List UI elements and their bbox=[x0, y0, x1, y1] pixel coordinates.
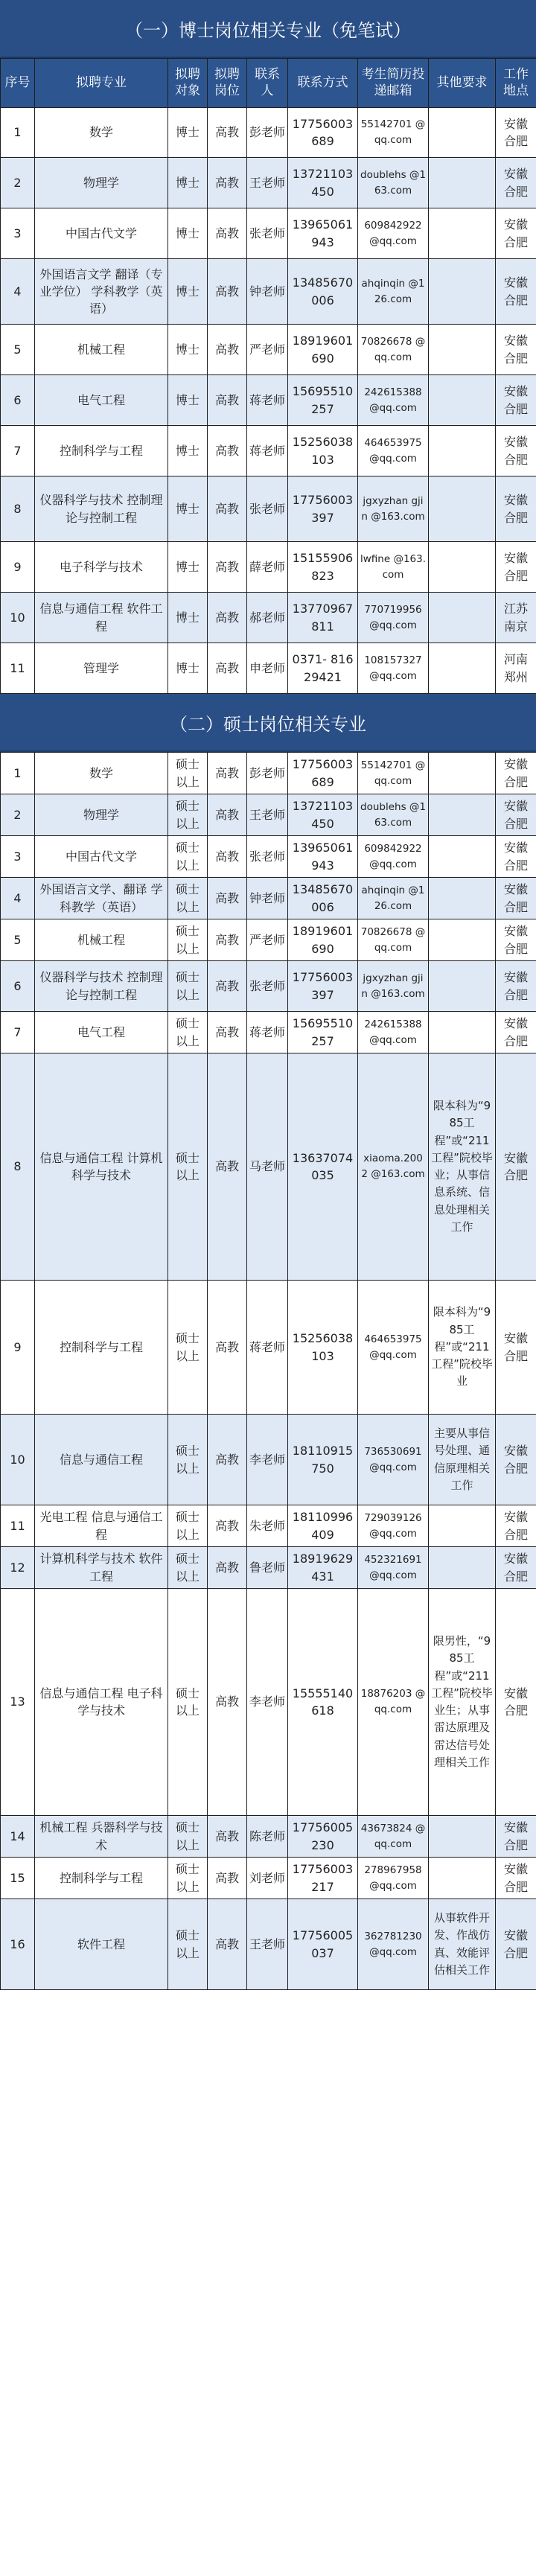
target-cell: 博士 bbox=[168, 208, 208, 259]
seq-cell: 11 bbox=[1, 643, 35, 694]
major-cell: 机械工程 兵器科学与技术 bbox=[35, 1816, 168, 1858]
post-cell: 高教 bbox=[208, 919, 247, 961]
phone-cell: 18919601 690 bbox=[288, 325, 358, 375]
table-row bbox=[1, 208, 536, 259]
location-cell: 安徽 合肥 bbox=[496, 753, 536, 794]
email-cell: 108157327 @qq.com bbox=[358, 643, 429, 694]
seq-cell: 11 bbox=[1, 1505, 35, 1547]
target-cell: 博士 bbox=[168, 158, 208, 208]
post-cell: 高教 bbox=[208, 1547, 247, 1589]
seq-cell: 3 bbox=[1, 836, 35, 878]
header-target: 拟聘对象 bbox=[168, 59, 208, 108]
requirements-cell bbox=[429, 1012, 496, 1053]
target-cell: 博士 bbox=[168, 542, 208, 593]
target-cell: 博士 bbox=[168, 108, 208, 158]
location-cell: 安徽 合肥 bbox=[496, 1505, 536, 1547]
target-cell: 硕士 以上 bbox=[168, 753, 208, 794]
major-cell: 机械工程 bbox=[35, 325, 168, 375]
phone-cell: 13637074 035 bbox=[288, 1053, 358, 1281]
contact-cell: 严老师 bbox=[247, 325, 288, 375]
email-cell: jgxyzhan gjin @163.com bbox=[358, 961, 429, 1012]
major-cell: 光电工程 信息与通信工程 bbox=[35, 1505, 168, 1547]
post-cell: 高教 bbox=[208, 1281, 247, 1415]
post-cell: 高教 bbox=[208, 426, 247, 476]
seq-cell: 2 bbox=[1, 794, 35, 836]
major-cell: 信息与通信工程 软件工程 bbox=[35, 593, 168, 643]
major-cell: 中国古代文学 bbox=[35, 836, 168, 878]
requirements-cell: 主要从事信号处理、通信原理相关工作 bbox=[429, 1415, 496, 1505]
table-row bbox=[1, 325, 536, 375]
header-requirements: 其他要求 bbox=[429, 59, 496, 108]
requirements-cell: 限本科为“985工程”或“211工程”院校毕业；从事信息系统、信息处理相关工作 bbox=[429, 1053, 496, 1281]
email-cell: lwfine @163.com bbox=[358, 542, 429, 593]
requirements-cell bbox=[429, 375, 496, 426]
target-cell: 硕士 以上 bbox=[168, 794, 208, 836]
seq-cell: 8 bbox=[1, 1053, 35, 1281]
location-cell: 安徽 合肥 bbox=[496, 426, 536, 476]
phone-cell: 13721103 450 bbox=[288, 158, 358, 208]
email-cell: 452321691 @qq.com bbox=[358, 1547, 429, 1589]
post-cell: 高教 bbox=[208, 1012, 247, 1053]
post-cell: 高教 bbox=[208, 259, 247, 325]
phone-cell: 18919601 690 bbox=[288, 919, 358, 961]
target-cell: 博士 bbox=[168, 259, 208, 325]
location-cell: 安徽 合肥 bbox=[496, 476, 536, 542]
contact-cell: 张老师 bbox=[247, 208, 288, 259]
email-cell: 70826678 @qq.com bbox=[358, 919, 429, 961]
seq-cell: 9 bbox=[1, 542, 35, 593]
seq-cell: 6 bbox=[1, 961, 35, 1012]
contact-cell: 王老师 bbox=[247, 794, 288, 836]
seq-cell: 7 bbox=[1, 1012, 35, 1053]
major-cell: 仪器科学与技术 控制理论与控制工程 bbox=[35, 961, 168, 1012]
table-row bbox=[1, 426, 536, 476]
seq-cell: 2 bbox=[1, 158, 35, 208]
phone-cell: 13485670 006 bbox=[288, 259, 358, 325]
seq-cell: 1 bbox=[1, 753, 35, 794]
table-row bbox=[1, 1505, 536, 1547]
phone-cell: 13485670 006 bbox=[288, 878, 358, 919]
contact-cell: 张老师 bbox=[247, 476, 288, 542]
table-row bbox=[1, 476, 536, 542]
email-cell: 278967958 @qq.com bbox=[358, 1858, 429, 1899]
seq-cell: 3 bbox=[1, 208, 35, 259]
phone-cell: 18110915 750 bbox=[288, 1415, 358, 1505]
location-cell: 安徽 合肥 bbox=[496, 158, 536, 208]
phone-cell: 15695510 257 bbox=[288, 375, 358, 426]
location-cell: 安徽 合肥 bbox=[496, 108, 536, 158]
post-cell: 高教 bbox=[208, 158, 247, 208]
contact-cell: 王老师 bbox=[247, 1899, 288, 1990]
email-cell: 464653975 @qq.com bbox=[358, 426, 429, 476]
table-row bbox=[1, 1816, 536, 1858]
contact-cell: 蒋老师 bbox=[247, 1012, 288, 1053]
location-cell: 安徽 合肥 bbox=[496, 919, 536, 961]
seq-cell: 7 bbox=[1, 426, 35, 476]
post-cell: 高教 bbox=[208, 961, 247, 1012]
contact-cell: 陈老师 bbox=[247, 1816, 288, 1858]
phone-cell: 17756003 217 bbox=[288, 1858, 358, 1899]
email-cell: jgxyzhan gjin @163.com bbox=[358, 476, 429, 542]
email-cell: 362781230 @qq.com bbox=[358, 1899, 429, 1990]
master-table-body bbox=[1, 753, 536, 1990]
email-cell: 609842922 @qq.com bbox=[358, 208, 429, 259]
contact-cell: 钟老师 bbox=[247, 878, 288, 919]
header-email: 考生简历投递邮箱 bbox=[358, 59, 429, 108]
location-cell: 安徽 合肥 bbox=[496, 794, 536, 836]
table-row bbox=[1, 542, 536, 593]
contact-cell: 蒋老师 bbox=[247, 426, 288, 476]
major-cell: 控制科学与工程 bbox=[35, 426, 168, 476]
email-cell: 736530691 @qq.com bbox=[358, 1415, 429, 1505]
requirements-cell bbox=[429, 158, 496, 208]
location-cell: 安徽 合肥 bbox=[496, 1053, 536, 1281]
section1-title: （一）博士岗位相关专业（免笔试） bbox=[0, 0, 536, 58]
requirements-cell bbox=[429, 208, 496, 259]
requirements-cell bbox=[429, 919, 496, 961]
table-row bbox=[1, 1899, 536, 1990]
location-cell: 安徽 合肥 bbox=[496, 878, 536, 919]
phone-cell: 17756005 230 bbox=[288, 1816, 358, 1858]
email-cell: ahqinqin @126.com bbox=[358, 259, 429, 325]
header-major: 拟聘专业 bbox=[35, 59, 168, 108]
email-cell: 770719956 @qq.com bbox=[358, 593, 429, 643]
requirements-cell bbox=[429, 643, 496, 694]
phone-cell: 17756003 397 bbox=[288, 476, 358, 542]
seq-cell: 15 bbox=[1, 1858, 35, 1899]
seq-cell: 5 bbox=[1, 325, 35, 375]
post-cell: 高教 bbox=[208, 1053, 247, 1281]
header-post: 拟聘岗位 bbox=[208, 59, 247, 108]
post-cell: 高教 bbox=[208, 1589, 247, 1816]
requirements-cell bbox=[429, 476, 496, 542]
phone-cell: 15695510 257 bbox=[288, 1012, 358, 1053]
post-cell: 高教 bbox=[208, 108, 247, 158]
email-cell: doublehs @163.com bbox=[358, 794, 429, 836]
table-row bbox=[1, 753, 536, 794]
phone-cell: 17756003 689 bbox=[288, 753, 358, 794]
major-cell: 机械工程 bbox=[35, 919, 168, 961]
contact-cell: 张老师 bbox=[247, 836, 288, 878]
seq-cell: 4 bbox=[1, 259, 35, 325]
post-cell: 高教 bbox=[208, 1816, 247, 1858]
header-phone: 联系方式 bbox=[288, 59, 358, 108]
post-cell: 高教 bbox=[208, 878, 247, 919]
email-cell: 242615388 @qq.com bbox=[358, 1012, 429, 1053]
requirements-cell bbox=[429, 753, 496, 794]
post-cell: 高教 bbox=[208, 1415, 247, 1505]
email-cell: 609842922 @qq.com bbox=[358, 836, 429, 878]
phone-cell: 18919629 431 bbox=[288, 1547, 358, 1589]
table-row bbox=[1, 593, 536, 643]
contact-cell: 严老师 bbox=[247, 919, 288, 961]
email-cell: 70826678 @qq.com bbox=[358, 325, 429, 375]
target-cell: 博士 bbox=[168, 476, 208, 542]
contact-cell: 朱老师 bbox=[247, 1505, 288, 1547]
email-cell: ahqinqin @126.com bbox=[358, 878, 429, 919]
table-row bbox=[1, 259, 536, 325]
section2-title: （二）硕士岗位相关专业 bbox=[0, 694, 536, 752]
post-cell: 高教 bbox=[208, 325, 247, 375]
email-cell: xiaoma.2002 @163.com bbox=[358, 1053, 429, 1281]
seq-cell: 1 bbox=[1, 108, 35, 158]
post-cell: 高教 bbox=[208, 1858, 247, 1899]
location-cell: 安徽 合肥 bbox=[496, 1012, 536, 1053]
table-row bbox=[1, 108, 536, 158]
post-cell: 高教 bbox=[208, 753, 247, 794]
email-cell: 242615388 @qq.com bbox=[358, 375, 429, 426]
major-cell: 数学 bbox=[35, 108, 168, 158]
table-header-row bbox=[1, 59, 536, 108]
requirements-cell bbox=[429, 836, 496, 878]
email-cell: 55142701 @qq.com bbox=[358, 108, 429, 158]
location-cell: 安徽 合肥 bbox=[496, 961, 536, 1012]
requirements-cell bbox=[429, 794, 496, 836]
requirements-cell bbox=[429, 1816, 496, 1858]
target-cell: 硕士 以上 bbox=[168, 878, 208, 919]
post-cell: 高教 bbox=[208, 1899, 247, 1990]
phone-cell: 15256038 103 bbox=[288, 426, 358, 476]
major-cell: 计算机科学与技术 软件工程 bbox=[35, 1547, 168, 1589]
location-cell: 安徽 合肥 bbox=[496, 1589, 536, 1816]
post-cell: 高教 bbox=[208, 643, 247, 694]
phone-cell: 15155906 823 bbox=[288, 542, 358, 593]
requirements-cell bbox=[429, 961, 496, 1012]
major-cell: 软件工程 bbox=[35, 1899, 168, 1990]
table-row bbox=[1, 1858, 536, 1899]
phone-cell: 15256038 103 bbox=[288, 1281, 358, 1415]
post-cell: 高教 bbox=[208, 375, 247, 426]
major-cell: 数学 bbox=[35, 753, 168, 794]
phd-table-body bbox=[1, 108, 536, 694]
requirements-cell: 限本科为“985工程”或“211工程”院校毕业 bbox=[429, 1281, 496, 1415]
email-cell: doublehs @163.com bbox=[358, 158, 429, 208]
contact-cell: 刘老师 bbox=[247, 1858, 288, 1899]
target-cell: 硕士 以上 bbox=[168, 1053, 208, 1281]
requirements-cell bbox=[429, 593, 496, 643]
post-cell: 高教 bbox=[208, 836, 247, 878]
phone-cell: 17756005 037 bbox=[288, 1899, 358, 1990]
phone-cell: 17756003 397 bbox=[288, 961, 358, 1012]
contact-cell: 蒋老师 bbox=[247, 375, 288, 426]
seq-cell: 10 bbox=[1, 1415, 35, 1505]
requirements-cell bbox=[429, 542, 496, 593]
contact-cell: 钟老师 bbox=[247, 259, 288, 325]
location-cell: 安徽 合肥 bbox=[496, 1858, 536, 1899]
phone-cell: 13965061 943 bbox=[288, 836, 358, 878]
phone-cell: 17756003 689 bbox=[288, 108, 358, 158]
table-row bbox=[1, 158, 536, 208]
target-cell: 硕士 以上 bbox=[168, 1415, 208, 1505]
email-cell: 18876203 @qq.com bbox=[358, 1589, 429, 1816]
table-row bbox=[1, 375, 536, 426]
major-cell: 信息与通信工程 bbox=[35, 1415, 168, 1505]
location-cell: 江苏 南京 bbox=[496, 593, 536, 643]
major-cell: 电气工程 bbox=[35, 1012, 168, 1053]
target-cell: 硕士 以上 bbox=[168, 1281, 208, 1415]
table-row bbox=[1, 836, 536, 878]
target-cell: 博士 bbox=[168, 325, 208, 375]
requirements-cell bbox=[429, 426, 496, 476]
requirements-cell bbox=[429, 1858, 496, 1899]
requirements-cell bbox=[429, 1505, 496, 1547]
seq-cell: 5 bbox=[1, 919, 35, 961]
contact-cell: 彭老师 bbox=[247, 108, 288, 158]
header-contact: 联系人 bbox=[247, 59, 288, 108]
target-cell: 硕士 以上 bbox=[168, 1589, 208, 1816]
phone-cell: 13965061 943 bbox=[288, 208, 358, 259]
contact-cell: 李老师 bbox=[247, 1589, 288, 1816]
requirements-cell bbox=[429, 1547, 496, 1589]
phone-cell: 18110996 409 bbox=[288, 1505, 358, 1547]
target-cell: 博士 bbox=[168, 643, 208, 694]
location-cell: 安徽 合肥 bbox=[496, 1281, 536, 1415]
target-cell: 硕士 以上 bbox=[168, 1012, 208, 1053]
requirements-cell: 限男性，“985工程”或“211工程”院校毕业生；从事雷达原理及雷达信号处理相关工作 bbox=[429, 1589, 496, 1816]
requirements-cell bbox=[429, 259, 496, 325]
target-cell: 博士 bbox=[168, 426, 208, 476]
major-cell: 仪器科学与技术 控制理论与控制工程 bbox=[35, 476, 168, 542]
location-cell: 安徽 合肥 bbox=[496, 208, 536, 259]
post-cell: 高教 bbox=[208, 208, 247, 259]
seq-cell: 4 bbox=[1, 878, 35, 919]
post-cell: 高教 bbox=[208, 542, 247, 593]
table-row bbox=[1, 794, 536, 836]
contact-cell: 马老师 bbox=[247, 1053, 288, 1281]
location-cell: 安徽 合肥 bbox=[496, 836, 536, 878]
table-row bbox=[1, 1012, 536, 1053]
major-cell: 管理学 bbox=[35, 643, 168, 694]
major-cell: 电气工程 bbox=[35, 375, 168, 426]
contact-cell: 薛老师 bbox=[247, 542, 288, 593]
contact-cell: 王老师 bbox=[247, 158, 288, 208]
major-cell: 信息与通信工程 计算机科学与技术 bbox=[35, 1053, 168, 1281]
seq-cell: 14 bbox=[1, 1816, 35, 1858]
header-location: 工作地点 bbox=[496, 59, 536, 108]
post-cell: 高教 bbox=[208, 794, 247, 836]
seq-cell: 6 bbox=[1, 375, 35, 426]
table-row bbox=[1, 1547, 536, 1589]
seq-cell: 12 bbox=[1, 1547, 35, 1589]
requirements-cell bbox=[429, 878, 496, 919]
target-cell: 硕士 以上 bbox=[168, 1899, 208, 1990]
major-cell: 中国古代文学 bbox=[35, 208, 168, 259]
requirements-cell bbox=[429, 325, 496, 375]
post-cell: 高教 bbox=[208, 476, 247, 542]
table-row bbox=[1, 1053, 536, 1281]
major-cell: 外国语言文学 翻译（专业学位） 学科教学（英语） bbox=[35, 259, 168, 325]
email-cell: 43673824 @qq.com bbox=[358, 1816, 429, 1858]
phone-cell: 15555140 618 bbox=[288, 1589, 358, 1816]
major-cell: 控制科学与工程 bbox=[35, 1281, 168, 1415]
target-cell: 博士 bbox=[168, 593, 208, 643]
email-cell: 464653975 @qq.com bbox=[358, 1281, 429, 1415]
requirements-cell: 从事软件开发、作战仿真、效能评估相关工作 bbox=[429, 1899, 496, 1990]
email-cell: 55142701 @qq.com bbox=[358, 753, 429, 794]
location-cell: 安徽 合肥 bbox=[496, 1415, 536, 1505]
target-cell: 硕士 以上 bbox=[168, 1505, 208, 1547]
major-cell: 物理学 bbox=[35, 158, 168, 208]
location-cell: 安徽 合肥 bbox=[496, 1816, 536, 1858]
table-row bbox=[1, 919, 536, 961]
requirements-cell bbox=[429, 108, 496, 158]
contact-cell: 郝老师 bbox=[247, 593, 288, 643]
location-cell: 安徽 合肥 bbox=[496, 375, 536, 426]
header-no: 序号 bbox=[1, 59, 35, 108]
table-row bbox=[1, 643, 536, 694]
target-cell: 硕士 以上 bbox=[168, 1547, 208, 1589]
table-row bbox=[1, 1589, 536, 1816]
phone-cell: 13721103 450 bbox=[288, 794, 358, 836]
location-cell: 河南 郑州 bbox=[496, 643, 536, 694]
target-cell: 硕士 以上 bbox=[168, 1858, 208, 1899]
post-cell: 高教 bbox=[208, 593, 247, 643]
major-cell: 物理学 bbox=[35, 794, 168, 836]
table-row bbox=[1, 1281, 536, 1415]
major-cell: 外国语言文学、翻译 学科教学（英语） bbox=[35, 878, 168, 919]
table-row bbox=[1, 1415, 536, 1505]
table-row bbox=[1, 878, 536, 919]
major-cell: 信息与通信工程 电子科学与技术 bbox=[35, 1589, 168, 1816]
target-cell: 硕士 以上 bbox=[168, 836, 208, 878]
seq-cell: 8 bbox=[1, 476, 35, 542]
location-cell: 安徽 合肥 bbox=[496, 1899, 536, 1990]
phone-cell: 0371- 81629421 bbox=[288, 643, 358, 694]
major-cell: 电子科学与技术 bbox=[35, 542, 168, 593]
email-cell: 729039126 @qq.com bbox=[358, 1505, 429, 1547]
seq-cell: 10 bbox=[1, 593, 35, 643]
contact-cell: 鲁老师 bbox=[247, 1547, 288, 1589]
target-cell: 硕士 以上 bbox=[168, 961, 208, 1012]
location-cell: 安徽 合肥 bbox=[496, 259, 536, 325]
seq-cell: 9 bbox=[1, 1281, 35, 1415]
location-cell: 安徽 合肥 bbox=[496, 1547, 536, 1589]
table-row bbox=[1, 961, 536, 1012]
location-cell: 安徽 合肥 bbox=[496, 325, 536, 375]
contact-cell: 李老师 bbox=[247, 1415, 288, 1505]
phd-table bbox=[0, 58, 536, 694]
location-cell: 安徽 合肥 bbox=[496, 542, 536, 593]
major-cell: 控制科学与工程 bbox=[35, 1858, 168, 1899]
master-table bbox=[0, 752, 536, 1990]
target-cell: 硕士 以上 bbox=[168, 919, 208, 961]
target-cell: 硕士 以上 bbox=[168, 1816, 208, 1858]
seq-cell: 16 bbox=[1, 1899, 35, 1990]
contact-cell: 蒋老师 bbox=[247, 1281, 288, 1415]
contact-cell: 申老师 bbox=[247, 643, 288, 694]
target-cell: 博士 bbox=[168, 375, 208, 426]
contact-cell: 张老师 bbox=[247, 961, 288, 1012]
phone-cell: 13770967 811 bbox=[288, 593, 358, 643]
post-cell: 高教 bbox=[208, 1505, 247, 1547]
seq-cell: 13 bbox=[1, 1589, 35, 1816]
contact-cell: 彭老师 bbox=[247, 753, 288, 794]
